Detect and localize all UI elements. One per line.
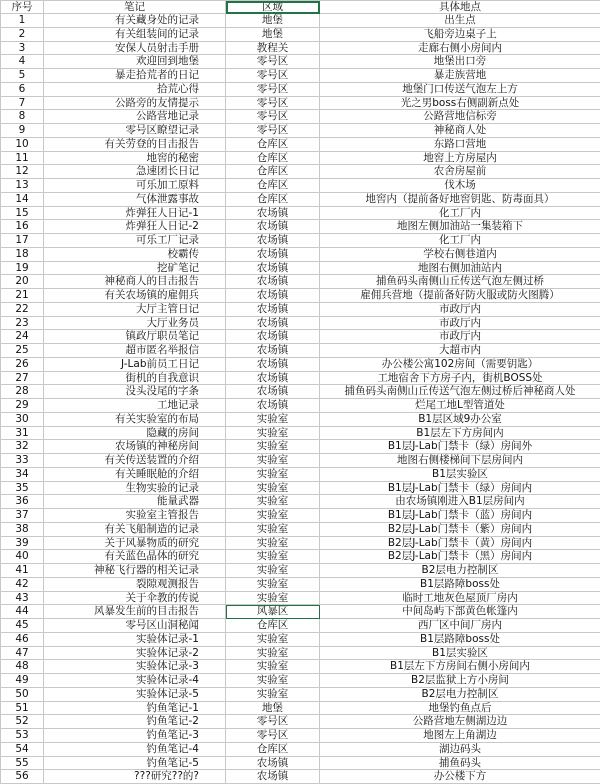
cell-area[interactable]: 实验室: [226, 454, 320, 468]
cell-location[interactable]: B1层实验区: [320, 646, 600, 660]
table-row: [1, 467, 600, 481]
cell-location[interactable]: 湖边码头: [320, 742, 600, 756]
cell-note[interactable]: 零号区山洞秘闻: [44, 619, 226, 633]
header-note[interactable]: 笔记: [44, 1, 226, 14]
table-row: [1, 770, 600, 784]
cell-note[interactable]: 挖矿笔记: [44, 261, 226, 275]
cell-location[interactable]: B1层J-Lab门禁卡（绿）房间外: [320, 440, 600, 454]
table-row: [1, 344, 600, 358]
cell-area[interactable]: 实验室: [226, 481, 320, 495]
cell-note[interactable]: 工地记录: [44, 399, 226, 413]
table-row: [1, 179, 600, 193]
cell-id[interactable]: 3: [1, 41, 44, 55]
cell-id[interactable]: 33: [1, 454, 44, 468]
cell-note[interactable]: 街机的自我意识: [44, 371, 226, 385]
cell-area[interactable]: 农场镇: [226, 357, 320, 371]
cell-location[interactable]: 大超市内: [320, 344, 600, 358]
cell-note[interactable]: 实验体记录-5: [44, 687, 226, 701]
table-row: [1, 289, 600, 303]
cell-id[interactable]: 15: [1, 206, 44, 220]
table-row: [1, 220, 600, 234]
cell-note[interactable]: 急速团长日记: [44, 165, 226, 179]
cell-area[interactable]: 仓库区: [226, 619, 320, 633]
table-row: [1, 660, 600, 674]
cell-location[interactable]: 地堡出口旁: [320, 55, 600, 69]
cell-note[interactable]: 大厅主管日记: [44, 302, 226, 316]
cell-note[interactable]: J-Lab前员工日记: [44, 357, 226, 371]
table-row: [1, 701, 600, 715]
cell-location[interactable]: 地窖内（提前备好地窖钥匙、防毒面具）: [320, 192, 600, 206]
table-row: [1, 385, 600, 399]
cell-note[interactable]: 校霸传: [44, 247, 226, 261]
cell-note[interactable]: 有关藏身处的记录: [44, 14, 226, 28]
cell-note[interactable]: 钓鱼笔记-4: [44, 742, 226, 756]
table-row: [1, 742, 600, 756]
cell-location[interactable]: 工地宿舍下方房子内，街机BOSS处: [320, 371, 600, 385]
cell-location[interactable]: B1层J-Lab门禁卡（绿）房间内: [320, 481, 600, 495]
cell-id[interactable]: 24: [1, 330, 44, 344]
table-row: [1, 69, 600, 83]
cell-location[interactable]: 捕鱼码头南侧山丘传送气泡左侧过桥后神秘商人处: [320, 385, 600, 399]
table-row: [1, 715, 600, 729]
cell-id[interactable]: 19: [1, 261, 44, 275]
cell-note[interactable]: 安保人员射击手册: [44, 41, 226, 55]
cell-id[interactable]: 41: [1, 564, 44, 578]
cell-area[interactable]: 农场镇: [226, 302, 320, 316]
cell-location[interactable]: 走廊右侧小房间内: [320, 41, 600, 55]
cell-location[interactable]: 地图左上角湖边: [320, 729, 600, 743]
cell-note[interactable]: 有关组装间的记录: [44, 27, 226, 41]
cell-note[interactable]: 钓鱼笔记-1: [44, 701, 226, 715]
cell-location[interactable]: B1层J-Lab门禁卡（蓝）房间内: [320, 509, 600, 523]
cell-note[interactable]: 没头没尾的字条: [44, 385, 226, 399]
cell-id[interactable]: 47: [1, 646, 44, 660]
cell-id[interactable]: 52: [1, 715, 44, 729]
cell-area[interactable]: 实验室: [226, 522, 320, 536]
cell-area[interactable]: 地堡: [226, 14, 320, 28]
cell-note[interactable]: 气体泄露事故: [44, 192, 226, 206]
cell-note[interactable]: 有关蓝色晶体的研究: [44, 550, 226, 564]
cell-location[interactable]: B1层实验区: [320, 467, 600, 481]
cell-location[interactable]: 临时工地灰色屋顶厂房内: [320, 591, 600, 605]
cell-note[interactable]: 风暴发生前的目击报告: [44, 605, 226, 619]
cell-note[interactable]: 炸弹狂人日记-2: [44, 220, 226, 234]
table-row: [1, 316, 600, 330]
cell-location[interactable]: 雇佣兵营地（提前备好防火服或防火图腾）: [320, 289, 600, 303]
table-row: [1, 137, 600, 151]
cell-area[interactable]: 农场镇: [226, 385, 320, 399]
cell-area[interactable]: 实验室: [226, 674, 320, 688]
table-row: [1, 481, 600, 495]
cell-id[interactable]: 9: [1, 124, 44, 138]
table-row: [1, 591, 600, 605]
table-row: [1, 165, 600, 179]
cell-location[interactable]: 办公楼公寓102房间（需要钥匙）: [320, 357, 600, 371]
cell-id[interactable]: 55: [1, 756, 44, 770]
cell-note[interactable]: 有关实验室的布局: [44, 412, 226, 426]
table-row: [1, 756, 600, 770]
cell-area[interactable]: 仓库区: [226, 165, 320, 179]
table-row: [1, 234, 600, 248]
cell-note[interactable]: ???研究??的?: [44, 770, 226, 784]
cell-note[interactable]: 裂隙观测报告: [44, 577, 226, 591]
table-row: [1, 646, 600, 660]
cell-area[interactable]: 实验室: [226, 440, 320, 454]
cell-area[interactable]: 零号区: [226, 96, 320, 110]
table-row: [1, 96, 600, 110]
cell-note[interactable]: 暴走拾荒者的日记: [44, 69, 226, 83]
cell-id[interactable]: 27: [1, 371, 44, 385]
cell-area[interactable]: 实验室: [226, 577, 320, 591]
cell-note[interactable]: 生物实验的记录: [44, 481, 226, 495]
header-row: [1, 1, 600, 14]
cell-area[interactable]: 实验室: [226, 412, 320, 426]
cell-id[interactable]: 11: [1, 151, 44, 165]
cell-id[interactable]: 48: [1, 660, 44, 674]
cell-location[interactable]: 公路营地左侧湖边边: [320, 715, 600, 729]
cell-note[interactable]: 可乐加工原料: [44, 179, 226, 193]
cell-area[interactable]: 风暴区: [226, 605, 320, 619]
cell-id[interactable]: 43: [1, 591, 44, 605]
cell-note[interactable]: 钓鱼笔记-5: [44, 756, 226, 770]
cell-id[interactable]: 26: [1, 357, 44, 371]
table-row: [1, 41, 600, 55]
cell-id[interactable]: 4: [1, 55, 44, 69]
cell-location[interactable]: 化工厂内: [320, 234, 600, 248]
cell-area[interactable]: 地堡: [226, 27, 320, 41]
cell-id[interactable]: 42: [1, 577, 44, 591]
cell-note[interactable]: 炸弹狂人日记-1: [44, 206, 226, 220]
cell-location[interactable]: B2层电力控制区: [320, 564, 600, 578]
cell-location[interactable]: 由农场镇刚进入B1层房间内: [320, 495, 600, 509]
cell-note[interactable]: 有关劳登的目击报告: [44, 137, 226, 151]
cell-location[interactable]: B1层区域9办公室: [320, 412, 600, 426]
cell-area[interactable]: 农场镇: [226, 756, 320, 770]
table-row: [1, 151, 600, 165]
cell-area[interactable]: 农场镇: [226, 220, 320, 234]
cell-note[interactable]: 实验体记录-2: [44, 646, 226, 660]
header-area[interactable]: 区域: [226, 1, 320, 14]
table-row: [1, 206, 600, 220]
cell-id[interactable]: 36: [1, 495, 44, 509]
table-body: [1, 14, 600, 784]
cell-note[interactable]: 大厅业务员: [44, 316, 226, 330]
cell-area[interactable]: 农场镇: [226, 344, 320, 358]
cell-note[interactable]: 有关飞船制造的记录: [44, 522, 226, 536]
cell-id[interactable]: 5: [1, 69, 44, 83]
cell-area[interactable]: 农场镇: [226, 234, 320, 248]
cell-note[interactable]: 有关传送装置的介绍: [44, 454, 226, 468]
cell-area[interactable]: 实验室: [226, 660, 320, 674]
cell-id[interactable]: 28: [1, 385, 44, 399]
cell-id[interactable]: 1: [1, 14, 44, 28]
cell-note[interactable]: 超市匿名举报信: [44, 344, 226, 358]
cell-id[interactable]: 40: [1, 550, 44, 564]
table-row: [1, 550, 600, 564]
cell-id[interactable]: 34: [1, 467, 44, 481]
cell-location[interactable]: 神秘商人处: [320, 124, 600, 138]
cell-note[interactable]: 有关睡眠舱的介绍: [44, 467, 226, 481]
cell-location[interactable]: 中间岛屿下部黄色帐篷内: [320, 605, 600, 619]
cell-id[interactable]: 18: [1, 247, 44, 261]
cell-note[interactable]: 关于风暴物质的研究: [44, 536, 226, 550]
cell-location[interactable]: 飞船旁边桌子上: [320, 27, 600, 41]
cell-id[interactable]: 16: [1, 220, 44, 234]
cell-note[interactable]: 钓鱼笔记-2: [44, 715, 226, 729]
table-row: [1, 357, 600, 371]
cell-location[interactable]: 出生点: [320, 14, 600, 28]
cell-area[interactable]: 实验室: [226, 495, 320, 509]
cell-location[interactable]: 地图右侧加油站内: [320, 261, 600, 275]
cell-id[interactable]: 14: [1, 192, 44, 206]
cell-area[interactable]: 农场镇: [226, 275, 320, 289]
table-row: [1, 426, 600, 440]
cell-area[interactable]: 农场镇: [226, 770, 320, 784]
cell-id[interactable]: 23: [1, 316, 44, 330]
cell-id[interactable]: 46: [1, 632, 44, 646]
cell-location[interactable]: 暴走族营地: [320, 69, 600, 83]
table-row: [1, 275, 600, 289]
cell-id[interactable]: 37: [1, 509, 44, 523]
cell-id[interactable]: 49: [1, 674, 44, 688]
cell-note[interactable]: 地窖的秘密: [44, 151, 226, 165]
cell-area[interactable]: 农场镇: [226, 206, 320, 220]
cell-location[interactable]: 市政厅内: [320, 302, 600, 316]
cell-location[interactable]: 捕鱼码头: [320, 756, 600, 770]
table-row: [1, 330, 600, 344]
cell-area[interactable]: 实验室: [226, 550, 320, 564]
cell-note[interactable]: 零号区瞭望记录: [44, 124, 226, 138]
cell-area[interactable]: 实验室: [226, 426, 320, 440]
cell-id[interactable]: 44: [1, 605, 44, 619]
cell-area[interactable]: 零号区: [226, 729, 320, 743]
cell-note[interactable]: 实验体记录-3: [44, 660, 226, 674]
cell-location[interactable]: 学校右侧巷道内: [320, 247, 600, 261]
cell-id[interactable]: 8: [1, 110, 44, 124]
table-row: [1, 440, 600, 454]
cell-location[interactable]: 伐木场: [320, 179, 600, 193]
cell-note[interactable]: 农场镇的神秘房间: [44, 440, 226, 454]
cell-id[interactable]: 10: [1, 137, 44, 151]
table-row: [1, 399, 600, 413]
cell-area[interactable]: 零号区: [226, 124, 320, 138]
cell-id[interactable]: 56: [1, 770, 44, 784]
cell-id[interactable]: 32: [1, 440, 44, 454]
cell-location[interactable]: 地窖上方房屋内: [320, 151, 600, 165]
table-row: [1, 495, 600, 509]
cell-location[interactable]: 光之男boss右侧副新点处: [320, 96, 600, 110]
cell-location[interactable]: 烂尾工地L型管道处: [320, 399, 600, 413]
cell-area[interactable]: 仓库区: [226, 137, 320, 151]
table-row: [1, 247, 600, 261]
cell-note[interactable]: 欢迎回到地堡: [44, 55, 226, 69]
table-row: [1, 509, 600, 523]
table-row: [1, 577, 600, 591]
cell-note[interactable]: 隐藏的房间: [44, 426, 226, 440]
cell-note[interactable]: 镇政厅职员笔记: [44, 330, 226, 344]
cell-location[interactable]: B2层电力控制区: [320, 687, 600, 701]
cell-id[interactable]: 25: [1, 344, 44, 358]
cell-area[interactable]: 地堡: [226, 701, 320, 715]
cell-location[interactable]: 市政厅内: [320, 316, 600, 330]
cell-note[interactable]: 关于伞教的传说: [44, 591, 226, 605]
cell-id[interactable]: 38: [1, 522, 44, 536]
table-row: [1, 454, 600, 468]
cell-area[interactable]: 教程关: [226, 41, 320, 55]
cell-id[interactable]: 12: [1, 165, 44, 179]
table-row: [1, 27, 600, 41]
cell-note[interactable]: 能量武器: [44, 495, 226, 509]
cell-location[interactable]: B2层J-Lab门禁卡（紫）房间内: [320, 522, 600, 536]
cell-location[interactable]: 公路营地信标旁: [320, 110, 600, 124]
cell-id[interactable]: 21: [1, 289, 44, 303]
cell-id[interactable]: 7: [1, 96, 44, 110]
cell-id[interactable]: 54: [1, 742, 44, 756]
cell-location[interactable]: B2层J-Lab门禁卡（黑）房间内: [320, 550, 600, 564]
table-row: [1, 124, 600, 138]
table-row: [1, 687, 600, 701]
cell-id[interactable]: 17: [1, 234, 44, 248]
table-row: [1, 82, 600, 96]
cell-note[interactable]: 钓鱼笔记-3: [44, 729, 226, 743]
cell-area[interactable]: 农场镇: [226, 316, 320, 330]
cell-area[interactable]: 仓库区: [226, 742, 320, 756]
cell-area[interactable]: 仓库区: [226, 192, 320, 206]
cell-location[interactable]: 市政厅内: [320, 330, 600, 344]
table-row: [1, 371, 600, 385]
cell-location[interactable]: B1层左下方房间右侧小房间内: [320, 660, 600, 674]
cell-location[interactable]: 地图右侧楼梯间下层房间内: [320, 454, 600, 468]
cell-area[interactable]: 实验室: [226, 509, 320, 523]
cell-area[interactable]: 实验室: [226, 632, 320, 646]
cell-location[interactable]: 地堡钓鱼点后: [320, 701, 600, 715]
cell-id[interactable]: 31: [1, 426, 44, 440]
table-row: [1, 110, 600, 124]
cell-area[interactable]: 农场镇: [226, 261, 320, 275]
cell-id[interactable]: 39: [1, 536, 44, 550]
table-row: [1, 14, 600, 28]
cell-location[interactable]: 办公楼下方: [320, 770, 600, 784]
cell-area[interactable]: 实验室: [226, 536, 320, 550]
cell-area[interactable]: 实验室: [226, 646, 320, 660]
cell-location[interactable]: B2层监狱上方小房间: [320, 674, 600, 688]
cell-area[interactable]: 实验室: [226, 467, 320, 481]
cell-location[interactable]: B1层路障boss处: [320, 632, 600, 646]
table-row: [1, 55, 600, 69]
header-id[interactable]: 序号: [1, 1, 44, 14]
cell-id[interactable]: 2: [1, 27, 44, 41]
cell-id[interactable]: 51: [1, 701, 44, 715]
cell-area[interactable]: 实验室: [226, 564, 320, 578]
cell-location[interactable]: 地图左侧加油站一集装箱下: [320, 220, 600, 234]
cell-id[interactable]: 53: [1, 729, 44, 743]
cell-note[interactable]: 实验室主管报告: [44, 509, 226, 523]
cell-location[interactable]: B1层左下方房间内: [320, 426, 600, 440]
cell-id[interactable]: 29: [1, 399, 44, 413]
cell-area[interactable]: 仓库区: [226, 151, 320, 165]
table-row: [1, 192, 600, 206]
cell-area[interactable]: 实验室: [226, 687, 320, 701]
cell-id[interactable]: 45: [1, 619, 44, 633]
cell-location[interactable]: B1层路障boss处: [320, 577, 600, 591]
cell-note[interactable]: 实验体记录-1: [44, 632, 226, 646]
cell-location[interactable]: 捕鱼码头南侧山丘传送气泡左侧过桥: [320, 275, 600, 289]
cell-id[interactable]: 50: [1, 687, 44, 701]
table-row: [1, 522, 600, 536]
cell-area[interactable]: 零号区: [226, 110, 320, 124]
cell-id[interactable]: 20: [1, 275, 44, 289]
cell-note[interactable]: 拾荒心得: [44, 82, 226, 96]
table-row: [1, 605, 600, 619]
cell-area[interactable]: 农场镇: [226, 289, 320, 303]
cell-location[interactable]: 西厂区中间厂房内: [320, 619, 600, 633]
cell-note[interactable]: 公路营地记录: [44, 110, 226, 124]
cell-area[interactable]: 零号区: [226, 69, 320, 83]
cell-area[interactable]: 农场镇: [226, 371, 320, 385]
cell-area[interactable]: 农场镇: [226, 330, 320, 344]
table-row: [1, 302, 600, 316]
cell-area[interactable]: 零号区: [226, 715, 320, 729]
cell-note[interactable]: 公路旁的友情提示: [44, 96, 226, 110]
cell-id[interactable]: 13: [1, 179, 44, 193]
cell-note[interactable]: 可乐工厂记录: [44, 234, 226, 248]
table-row: [1, 261, 600, 275]
cell-note[interactable]: 神秘商人的目击报告: [44, 275, 226, 289]
cell-area[interactable]: 零号区: [226, 55, 320, 69]
table-row: [1, 729, 600, 743]
cell-location[interactable]: 东路口营地: [320, 137, 600, 151]
cell-id[interactable]: 22: [1, 302, 44, 316]
table-row: [1, 632, 600, 646]
table-row: [1, 536, 600, 550]
cell-area[interactable]: 仓库区: [226, 179, 320, 193]
cell-location[interactable]: 农舍房屋前: [320, 165, 600, 179]
cell-id[interactable]: 35: [1, 481, 44, 495]
table-row: [1, 412, 600, 426]
cell-area[interactable]: 农场镇: [226, 399, 320, 413]
cell-note[interactable]: 神秘飞行器的相关记录: [44, 564, 226, 578]
cell-area[interactable]: 农场镇: [226, 247, 320, 261]
cell-location[interactable]: 地堡门口传送气泡左上方: [320, 82, 600, 96]
cell-id[interactable]: 6: [1, 82, 44, 96]
cell-area[interactable]: 实验室: [226, 591, 320, 605]
cell-id[interactable]: 30: [1, 412, 44, 426]
cell-area[interactable]: 零号区: [226, 82, 320, 96]
cell-location[interactable]: 化工厂内: [320, 206, 600, 220]
cell-location[interactable]: B2层J-Lab门禁卡（黄）房间内: [320, 536, 600, 550]
table-row: [1, 619, 600, 633]
table-row: [1, 674, 600, 688]
cell-note[interactable]: 实验体记录-4: [44, 674, 226, 688]
table-row: [1, 564, 600, 578]
header-location[interactable]: 具体地点: [320, 1, 600, 14]
cell-note[interactable]: 有关农场镇的雇佣兵: [44, 289, 226, 303]
